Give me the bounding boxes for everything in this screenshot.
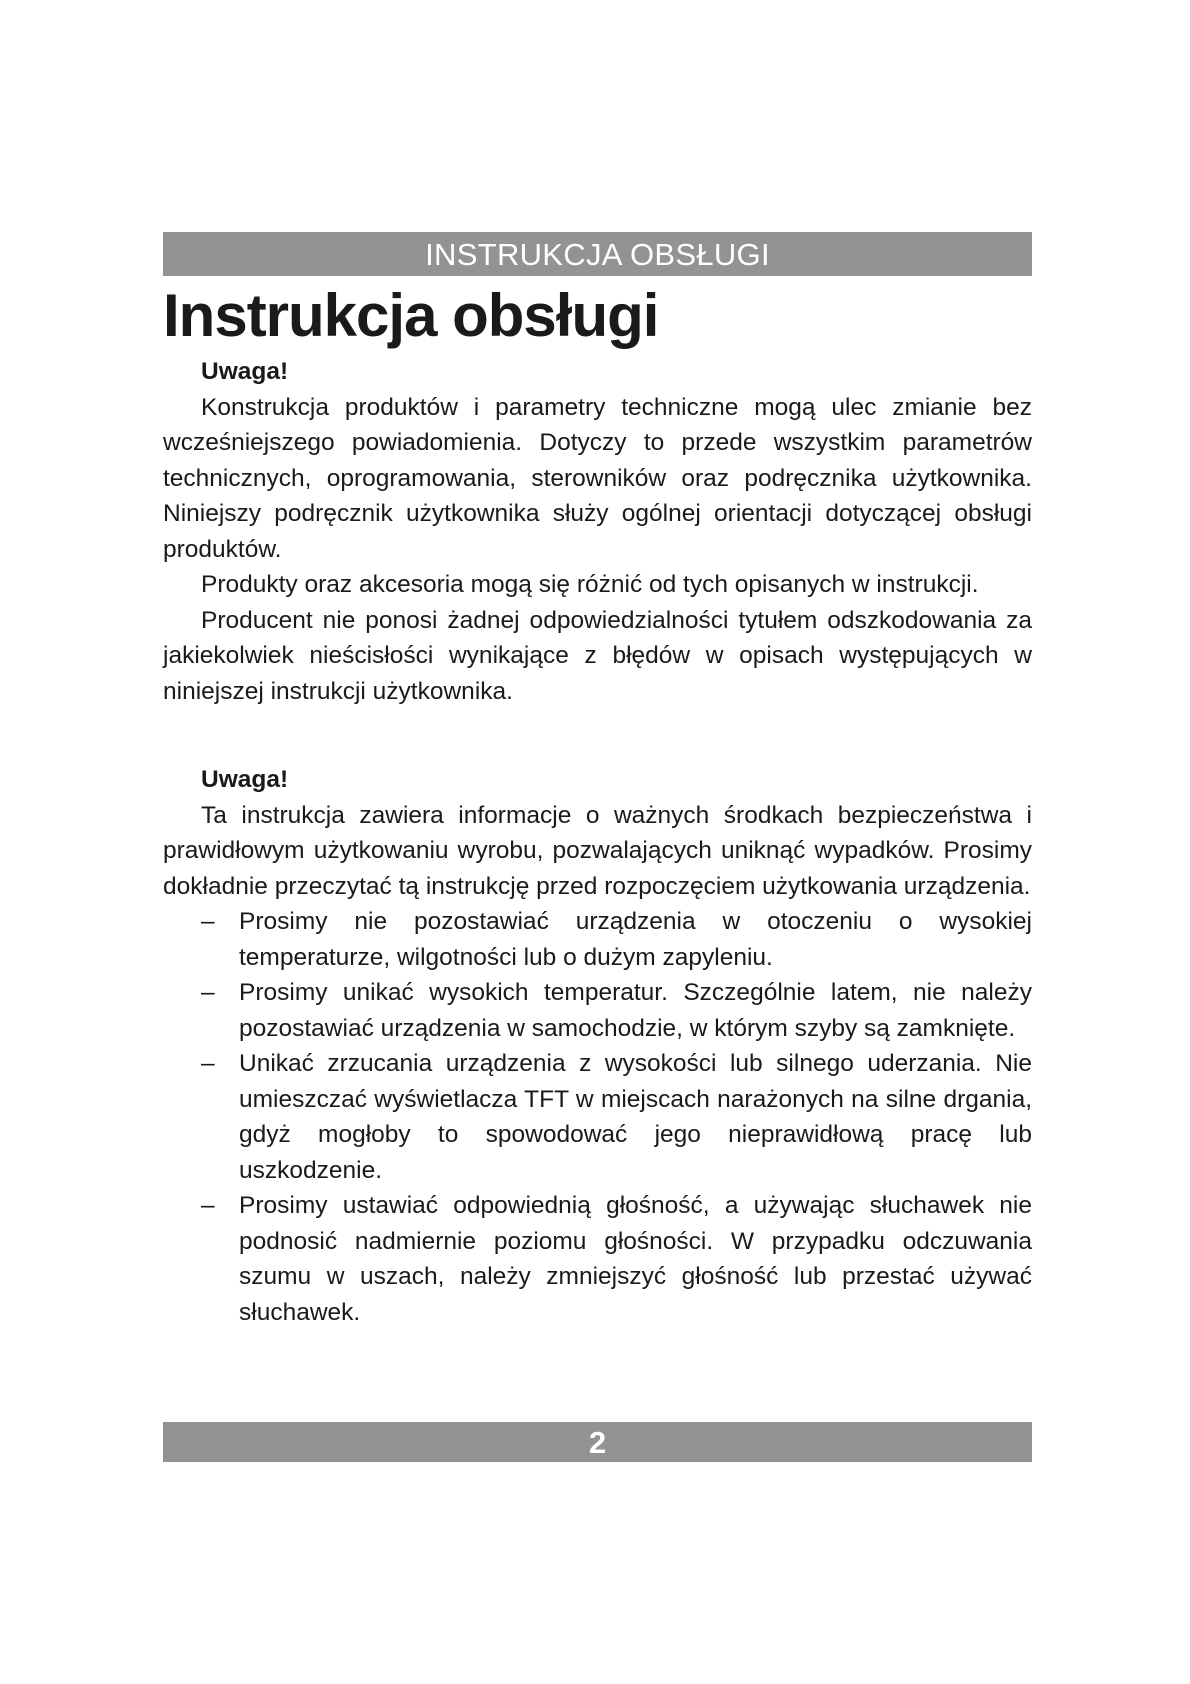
list-item bbox=[163, 1188, 1032, 1330]
list-item-text: Prosimy ustawiać odpowiednią głośność, a używając słuchawek nie podnosić nadmiernie poziomu głośności. W przypadku odczuwania szumu w uszach, należy zmniejszyć głośność lub przestać używać słuchawek. bbox=[239, 1192, 1032, 1326]
page-content bbox=[163, 232, 1032, 1330]
notice-section-1 bbox=[163, 354, 1032, 709]
list-item-text: Unikać zrzucania urządzenia z wysokości lub silnego uderzania. Nie umieszczać wyświetlacza TFT w miejscach narażonych na silne drgania, gdyż mogłoby to spowodować jego nieprawidłową pracę lub uszkodzenie. bbox=[239, 1050, 1032, 1184]
section-1-paragraph: Produkty oraz akcesoria mogą się różnić od tych opisanych w instrukcji. bbox=[201, 571, 979, 598]
section-1-heading: Uwaga! bbox=[201, 358, 289, 385]
dash-bullet: – bbox=[201, 908, 215, 935]
list-item-text: Prosimy unikać wysokich temperatur. Szczególnie latem, nie należy pozostawiać urządzenia w samochodzie, w którym szyby są zamknięte. bbox=[239, 979, 1032, 1042]
header-bar-text: INSTRUKCJA OBSŁUGI bbox=[425, 237, 770, 272]
dash-bullet: – bbox=[201, 979, 215, 1006]
section-2-intro: Ta instrukcja zawiera informacje o ważnych środkach bezpieczeństwa i prawidłowym użytkowaniu wyrobu, pozwalających uniknąć wypadków. Prosimy dokładnie przeczytać tą instrukcję przed rozpoczęciem użytkowania urządzenia. bbox=[163, 801, 1032, 900]
section-1-paragraph: Producent nie ponosi żadnej odpowiedzialności tytułem odszkodowania za jakiekolwiek nieścisłości wynikające z błędów w opisach występujących w niniejszej instrukcji użytkownika. bbox=[163, 606, 1032, 705]
dash-bullet: – bbox=[201, 1192, 215, 1219]
page-number: 2 bbox=[588, 1425, 607, 1460]
list-item-text: Prosimy nie pozostawiać urządzenia w otoczeniu o wysokiej temperaturze, wilgotności lub o dużym zapyleniu. bbox=[239, 908, 1032, 971]
list-item bbox=[163, 904, 1032, 975]
list-item bbox=[163, 1046, 1032, 1188]
safety-list bbox=[163, 904, 1032, 1330]
footer-bar bbox=[163, 1422, 1032, 1462]
page-title: Instrukcja obsługi bbox=[163, 282, 659, 349]
list-item bbox=[163, 975, 1032, 1046]
notice-section-2 bbox=[163, 762, 1032, 1330]
section-2-heading: Uwaga! bbox=[201, 766, 289, 793]
header-bar bbox=[163, 232, 1032, 276]
section-1-paragraph: Konstrukcja produktów i parametry techniczne mogą ulec zmianie bez wcześniejszego powiadomienia. Dotyczy to przede wszystkim parametrów technicznych, oprogramowania, sterowników oraz podręcznika użytkownika. Niniejszy podręcznik użytkownika służy ogólnej orientacji dotyczącej obsługi produktów. bbox=[163, 393, 1032, 563]
dash-bullet: – bbox=[201, 1050, 215, 1077]
